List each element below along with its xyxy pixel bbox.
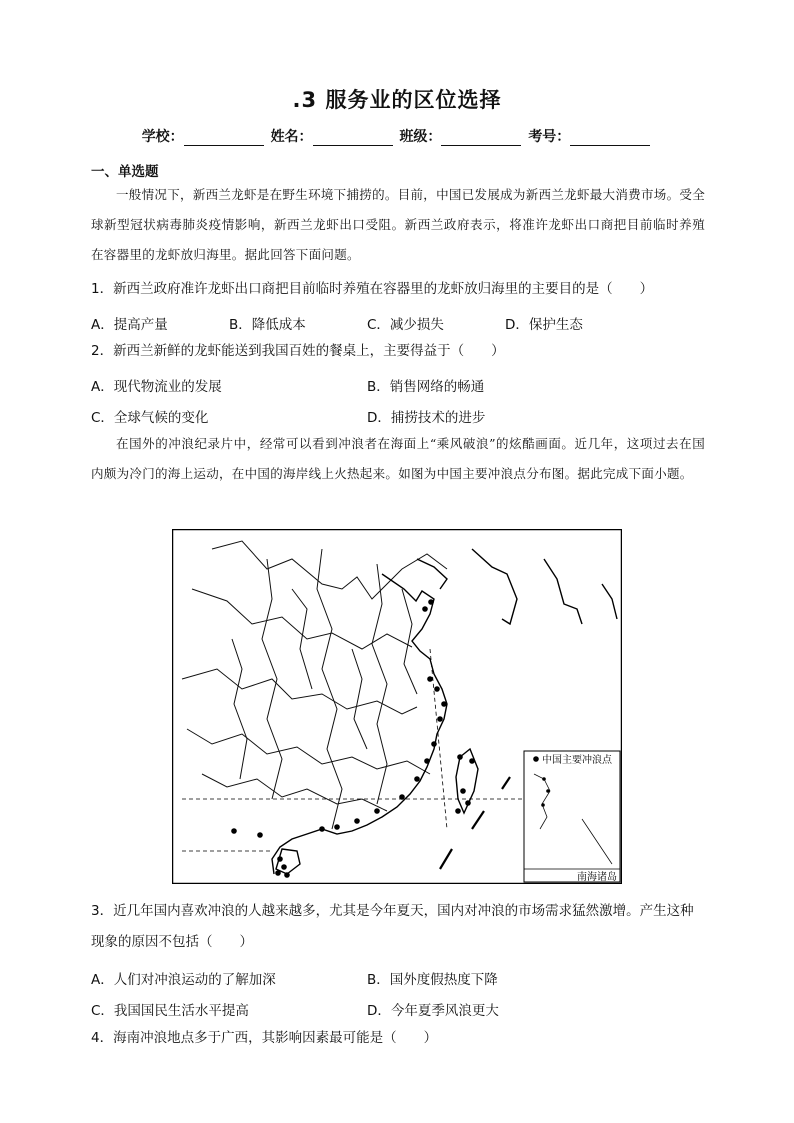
exam-no-label: 考号： (528, 129, 571, 145)
option-d[interactable]: D．今年夏季风浪更大 (367, 1003, 499, 1019)
passage-lobster: 一般情况下，新西兰龙虾是在野生环境下捕捞的。目前，中国已发展成为新西兰龙虾最大消费市场。受全球新型冠状病毒肺炎疫情影响，新西兰龙虾出口受阻。新西兰政府表示，将准许龙虾出口商把目前临时养殖在容器里的龙虾放归海里。据此回答下面问题。 (91, 187, 705, 262)
school-blank[interactable] (184, 131, 264, 146)
option-d[interactable]: D．保护生态 (505, 317, 583, 333)
question-1-options (91, 313, 707, 337)
class-label: 班级： (399, 129, 442, 145)
option-a[interactable]: A．人们对冲浪运动的了解加深 (91, 972, 276, 988)
question-3-options-row1 (91, 968, 707, 992)
question-3: 3．近几年国内喜欢冲浪的人越来越多，尤其是今年夏天，国内对冲浪的市场需求猛然激增。产生这种现象的原因不包括（ ） (91, 903, 694, 950)
option-c[interactable]: C．我国国民生活水平提高 (91, 1003, 249, 1019)
option-b[interactable]: B．销售网络的畅通 (367, 379, 485, 395)
section-heading: 一、单选题 (91, 164, 159, 180)
surf-spot-map (172, 529, 622, 884)
student-info-row (0, 126, 794, 146)
inset-box (524, 751, 620, 882)
map-figure (172, 529, 622, 884)
option-d[interactable]: D．捕捞技术的进步 (367, 410, 486, 426)
question-2-options-row1 (91, 375, 707, 399)
inset-label: 南海诸岛 (577, 872, 617, 883)
option-b[interactable]: B．国外度假热度下降 (367, 972, 498, 988)
passage-surfing: 在国外的冲浪纪录片中，经常可以看到冲浪者在海面上“乘风破浪”的炫酷画面。近几年，这项过去在国内颇为冷门的海上运动，在中国的海岸线上火热起来。如图为中国主要冲浪点分布图。据此完成下面小题。 (91, 436, 705, 481)
question-1: 1．新西兰政府准许龙虾出口商把目前临时养殖在容器里的龙虾放归海里的主要目的是（ ） (91, 281, 654, 297)
option-a[interactable]: A．提高产量 (91, 317, 168, 333)
school-label: 学校： (141, 129, 184, 145)
name-blank[interactable] (313, 131, 393, 146)
option-c[interactable]: C．减少损失 (367, 317, 444, 333)
map-legend-label: 中国主要冲浪点 (542, 755, 612, 766)
question-3-options-row2 (91, 999, 707, 1023)
legend-dot-icon (533, 756, 539, 762)
exam-no-blank[interactable] (570, 131, 650, 146)
option-c[interactable]: C．全球气候的变化 (91, 410, 209, 426)
option-b[interactable]: B．降低成本 (229, 317, 306, 333)
name-label: 姓名： (270, 129, 313, 145)
question-2: 2．新西兰新鲜的龙虾能送到我国百姓的餐桌上，主要得益于（ ） (91, 343, 505, 359)
page-title: .3 服务业的区位选择 (292, 88, 502, 112)
question-4: 4．海南冲浪地点多于广西，其影响因素最可能是（ ） (91, 1030, 438, 1046)
option-a[interactable]: A．现代物流业的发展 (91, 379, 222, 395)
class-blank[interactable] (441, 131, 521, 146)
question-2-options-row2 (91, 406, 707, 430)
